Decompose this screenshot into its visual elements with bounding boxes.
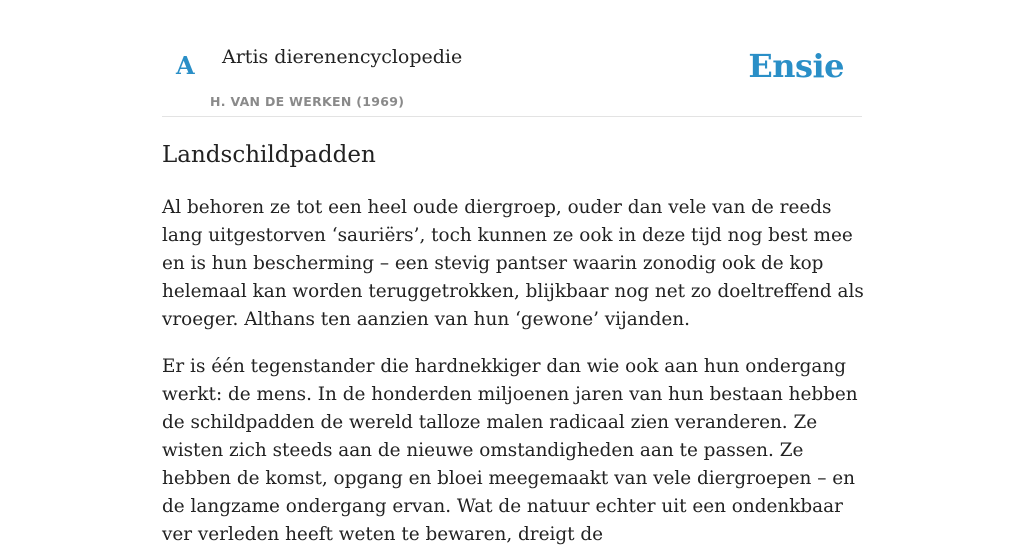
article [162,116,864,549]
book-header [162,0,862,117]
entry-title: Landschildpadden [162,142,376,168]
brand-logo-link[interactable]: Ensie [748,47,844,85]
book-author: H. VAN DE WERKEN (1969) [210,94,405,109]
letter-index-link[interactable]: A [176,51,195,80]
article-paragraph: Al behoren ze tot een heel oude diergroep, ouder dan vele van de reeds lang uitgestorven ‘sauriërs’, toch kunnen ze ook in deze tijd nog best mee en is hun bescherming – een stevig pantser waarin zonodig ook de kop helemaal kan worden teruggetrokken, blijkbaar nog net zo doeltreffend als vroeger. Althans ten aanzien van hun ‘gewone’ vijanden. [162,197,864,330]
article-paragraph: Er is één tegenstander die hardnekkiger dan wie ook aan hun ondergang werkt: de mens. In de honderden miljoenen jaren van hun bestaan hebben de schildpadden de wereld talloze malen radicaal zien veranderen. Ze wisten zich steeds aan de nieuwe omstandigheden aan te passen. Ze hebben de komst, opgang en bloei meegemaakt van vele diergroepen – en de langzame ondergang ervan. Wat de natuur echter uit een ondenkbaar ver verleden heeft weten te bewaren, dreigt de [162,356,858,545]
book-title: Artis dierenencyclopedie [222,46,463,68]
